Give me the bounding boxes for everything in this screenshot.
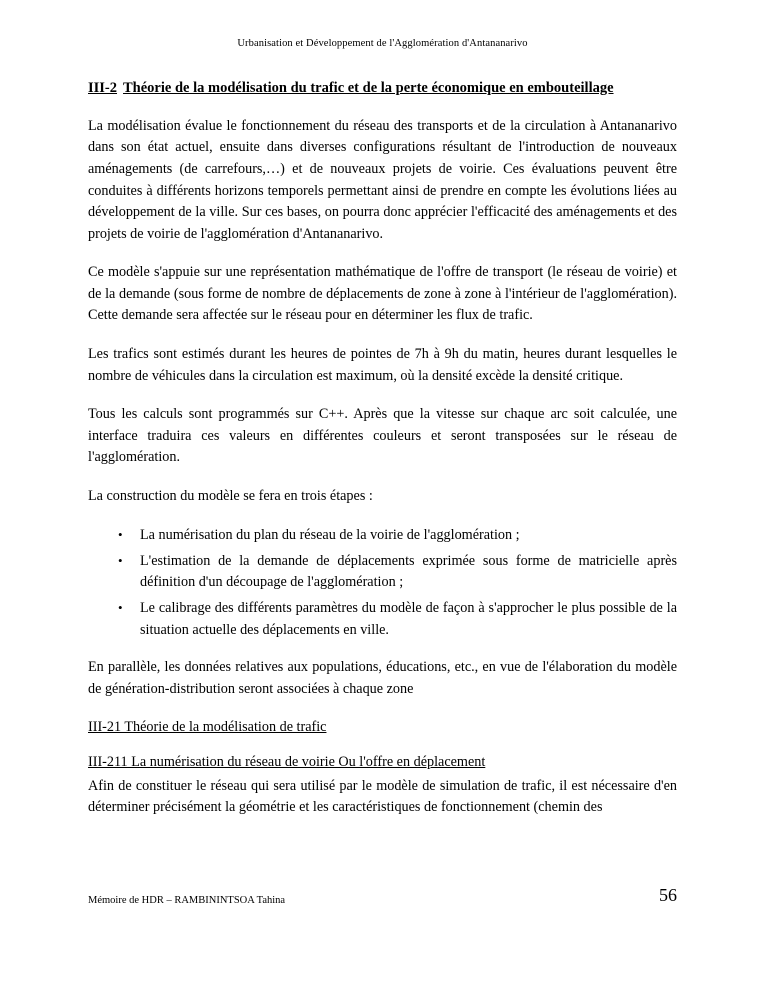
list-item: • L'estimation de la demande de déplacements exprimée sous forme de matricielle après définition d'un découpage de l'agglomération ; xyxy=(140,551,677,594)
paragraph-6: En parallèle, les données relatives aux populations, éducations, etc., en vue de l'élaboration du modèle de génération-distribution seront associées à chaque zone xyxy=(88,659,677,697)
paragraph-3: Les trafics sont estimés durant les heures de pointes de 7h à 9h du matin, heures durant lesquelles le nombre de véhicules dans la circulation est maximum, où la densité excède la densité critique. xyxy=(88,346,677,384)
subsection-heading-1-text: III-21 Théorie de la modélisation de trafic xyxy=(88,719,327,736)
steps-list xyxy=(88,525,677,641)
list-item: • Le calibrage des différents paramètres du modèle de façon à s'approcher le plus possible de la situation actuelle des déplacements en ville. xyxy=(140,598,677,641)
paragraph-4: Tous les calculs sont programmés sur C++. Après que la vitesse sur chaque arc soit calculée, une interface traduira ces valeurs en différentes couleurs et seront transposées sur le réseau de l'agglomération. xyxy=(88,406,677,466)
page-footer xyxy=(88,885,677,906)
paragraph-1: La modélisation évalue le fonctionnement du réseau des transports et de la circulation à Antananarivo dans son état actuel, ensuite dans diverses configurations résultant de l'introduction de nouveaux aménagements (de carrefours,…) et de nouveaux projets de voirie. Ces évaluations peuvent être conduites à différents horizons temporels permettant ainsi de prendre en compte les évolutions liées au développement de la ville. Sur ces bases, on pourra donc apprécier l'efficacité des aménagements et des projets de voirie de l'agglomération d'Antananarivo. xyxy=(88,117,677,242)
list-item: • La numérisation du plan du réseau de la voirie de l'agglomération ; xyxy=(140,525,677,546)
subsection-heading-2-text: III-211 La numérisation du réseau de voirie Ou l'offre en déplacement xyxy=(88,754,486,771)
paragraph-2: Ce modèle s'appuie sur une représentation mathématique de l'offre de transport (le réseau de voirie) et de la demande (sous forme de nombre de déplacements de zone à zone à l'intérieur de l'agglomération). Cette demande sera affectée sur le réseau pour en déterminer les flux de trafic. xyxy=(88,264,677,324)
section-heading xyxy=(88,79,677,98)
running-header: Urbanisation et Développement de l'Agglomération d'Antananarivo xyxy=(237,38,528,49)
subsection-heading-1 xyxy=(88,717,677,738)
subsection-heading-2 xyxy=(88,752,677,773)
page-number: 56 xyxy=(659,885,677,905)
paragraph-7: Afin de constituer le réseau qui sera utilisé par le modèle de simulation de trafic, il est nécessaire d'en déterminer précisément la géométrie et les caractéristiques de fonctionnement (chemin des xyxy=(88,777,677,816)
section-title-text: Théorie de la modélisation du trafic et de la perte économique en embouteillage xyxy=(123,80,614,96)
section-number: III-2 xyxy=(88,80,118,96)
footer-author: Mémoire de HDR – RAMBININTSOA Tahina xyxy=(88,895,286,906)
paragraph-5: La construction du modèle se fera en trois étapes : xyxy=(88,487,373,504)
